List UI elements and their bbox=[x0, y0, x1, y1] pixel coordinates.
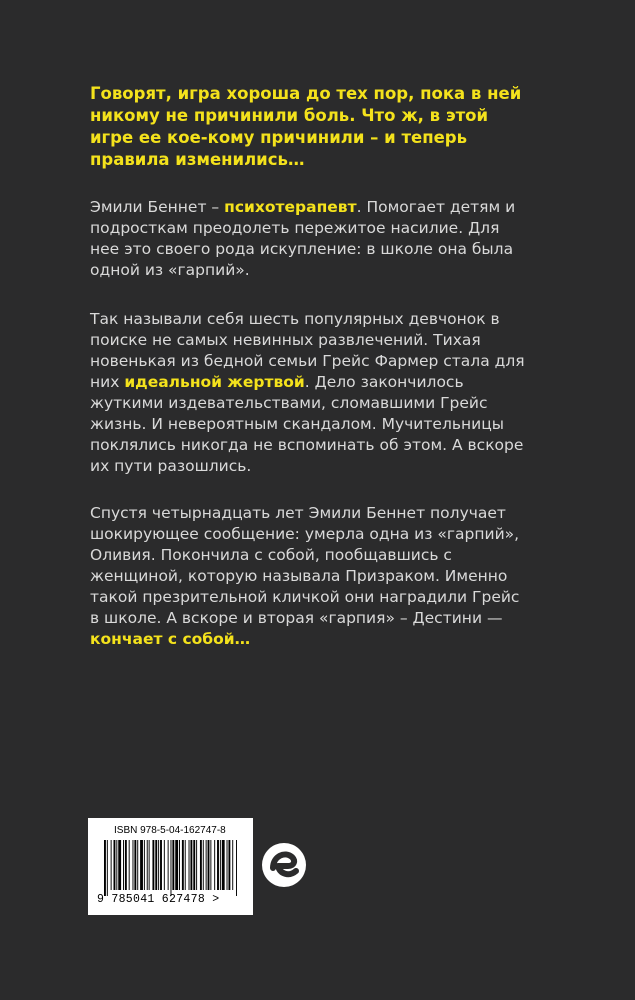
description-paragraph-3 bbox=[90, 503, 530, 650]
paragraph-3-highlight: кончает с собой… bbox=[90, 630, 251, 648]
description-paragraph-1 bbox=[90, 197, 530, 281]
isbn-label: ISBN 978-5-04-162747-8 bbox=[114, 825, 226, 836]
barcode-bars bbox=[104, 840, 239, 896]
description-paragraph-2 bbox=[90, 309, 530, 477]
paragraph-2-text-end: . Дело закончилось жуткими издевательствами, сломавшими Грейс жизнь. И невероятным скандалом. Мучительницы поклялись никогда не вспоминать об этом. А вскоре их пути разошлись. bbox=[90, 373, 524, 475]
barcode-panel bbox=[88, 818, 253, 915]
paragraph-1-text-end: . Помогает детям и подросткам преодолеть пережитое насилие. Для нее это своего рода искупление: в школе она была одной из «гарпий». bbox=[90, 198, 516, 279]
paragraph-2-text-start: Так называли себя шесть популярных девчонок в поиске не самых невинных развлечений. Тихая новенькая из бедной семьи Грейс Фармер стала для них bbox=[90, 310, 525, 391]
paragraph-3-text-start: Спустя четырнадцать лет Эмили Беннет получает шокирующее сообщение: умерла одна из «гарпий», Оливия. Покончила с собой, пообщавшись с женщиной, которую называла Призраком. Именно такой презрительной кличкой они наградили Грейс в школе. А вскоре и вторая «гарпия» – Дестини — bbox=[90, 504, 520, 627]
tagline: Говорят, игра хороша до тех пор, пока в ней никому не причинили боль. Что ж, в этой игре ее кое-кому причинили – и теперь правила изменились… bbox=[90, 84, 522, 169]
paragraph-1-highlight: психотерапевт bbox=[224, 198, 357, 216]
ean-digits: 9 785041 627478 > bbox=[97, 893, 220, 906]
paragraph-2-highlight: идеальной жертвой bbox=[124, 373, 305, 391]
eksmo-logo-icon bbox=[261, 832, 307, 898]
paragraph-1-text-start: Эмили Беннет – bbox=[90, 198, 225, 216]
